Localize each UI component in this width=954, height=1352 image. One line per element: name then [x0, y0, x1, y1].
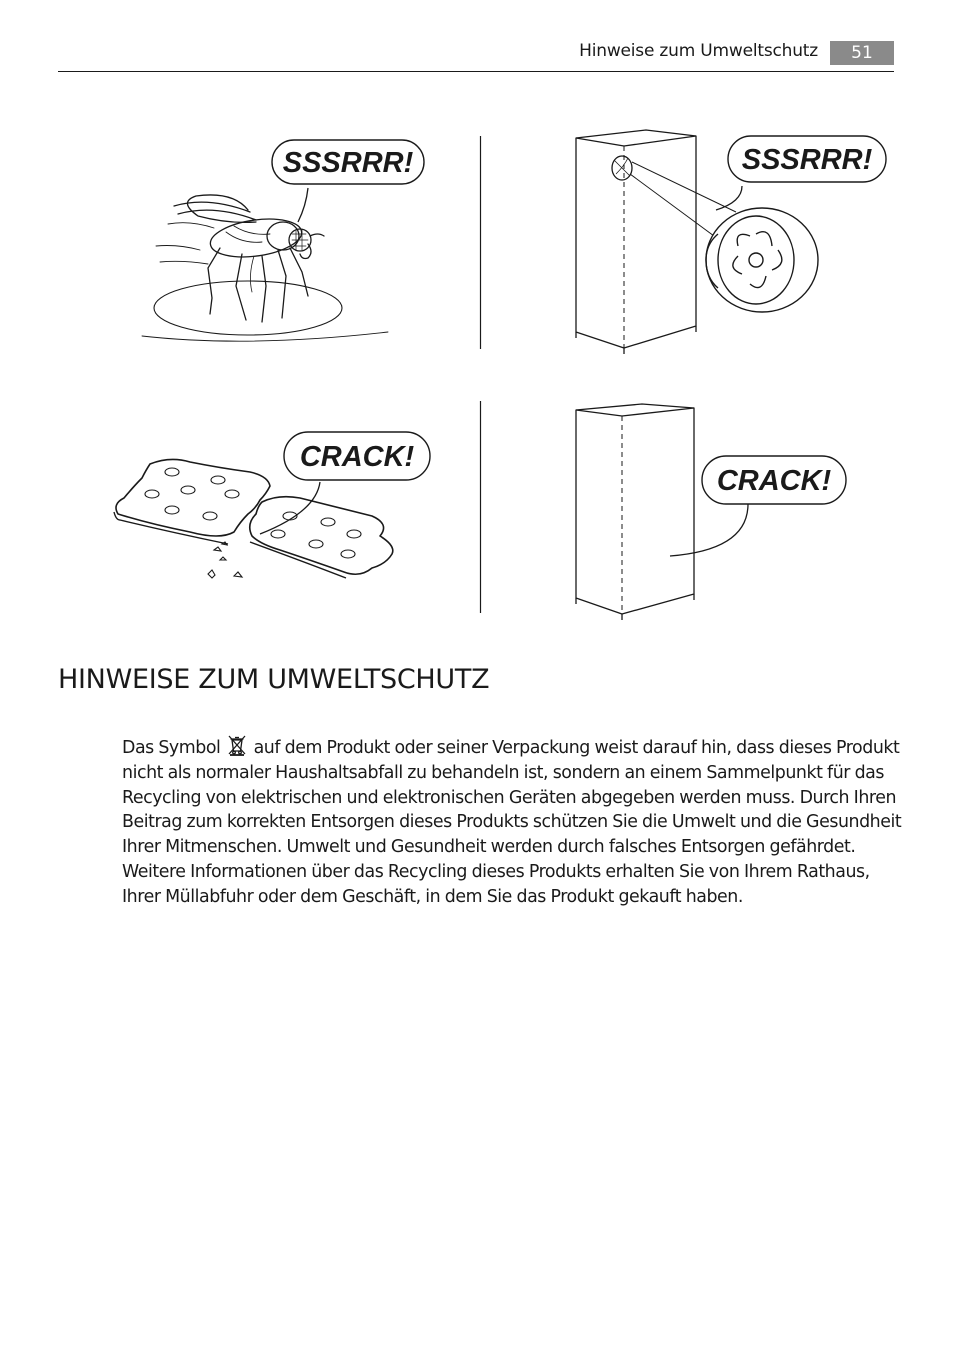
fridge-fan-illustration — [566, 126, 896, 358]
page-header — [58, 38, 894, 72]
fly-illustration — [138, 136, 438, 348]
cracker-sound-label: CRACK! — [299, 441, 415, 473]
text-before-icon: Das Symbol — [122, 738, 221, 758]
fan-sound-label: SSSRRR! — [741, 144, 873, 176]
environment-paragraph — [122, 734, 902, 910]
crossed-out-wheelie-bin-icon — [227, 734, 247, 756]
cabinet-sound-label: CRACK! — [716, 465, 832, 497]
fridge-cabinet-illustration — [568, 400, 854, 622]
text-after-icon: auf dem Produkt oder seiner Verpackung weist darauf hin, dass dieses Produkt nicht als normaler Haushaltsabfall zu behandeln ist, sondern an einem Sammelpunkt für das Recycling von elektrischen und elektronischen Geräten abgegeben werden muss. Durch Ihren Beitrag zum korrekten Entsorgen dieses Produkts schützen Sie die Umwelt und die Gesundheit Ihrer Mitmenschen. Umwelt und Gesundheit werden durch falsches Entsorgen gefährdet. Weitere Informationen über das Recycling dieses Produkts erhalten Sie von Ihrem Rathaus, Ihrer Müllabfuhr oder dem Geschäft, in dem Sie das Produkt gekauft haben. — [122, 738, 902, 907]
fly-sound-label: SSSRRR! — [282, 147, 414, 179]
header-section-title: Hinweise zum Umweltschutz — [579, 41, 818, 61]
illustration-divider-bottom — [479, 401, 482, 614]
section-title: HINWEISE ZUM UMWELTSCHUTZ — [58, 664, 490, 695]
page-number: 51 — [830, 41, 894, 65]
cracker-illustration — [110, 428, 440, 594]
illustration-divider-top — [479, 136, 482, 350]
